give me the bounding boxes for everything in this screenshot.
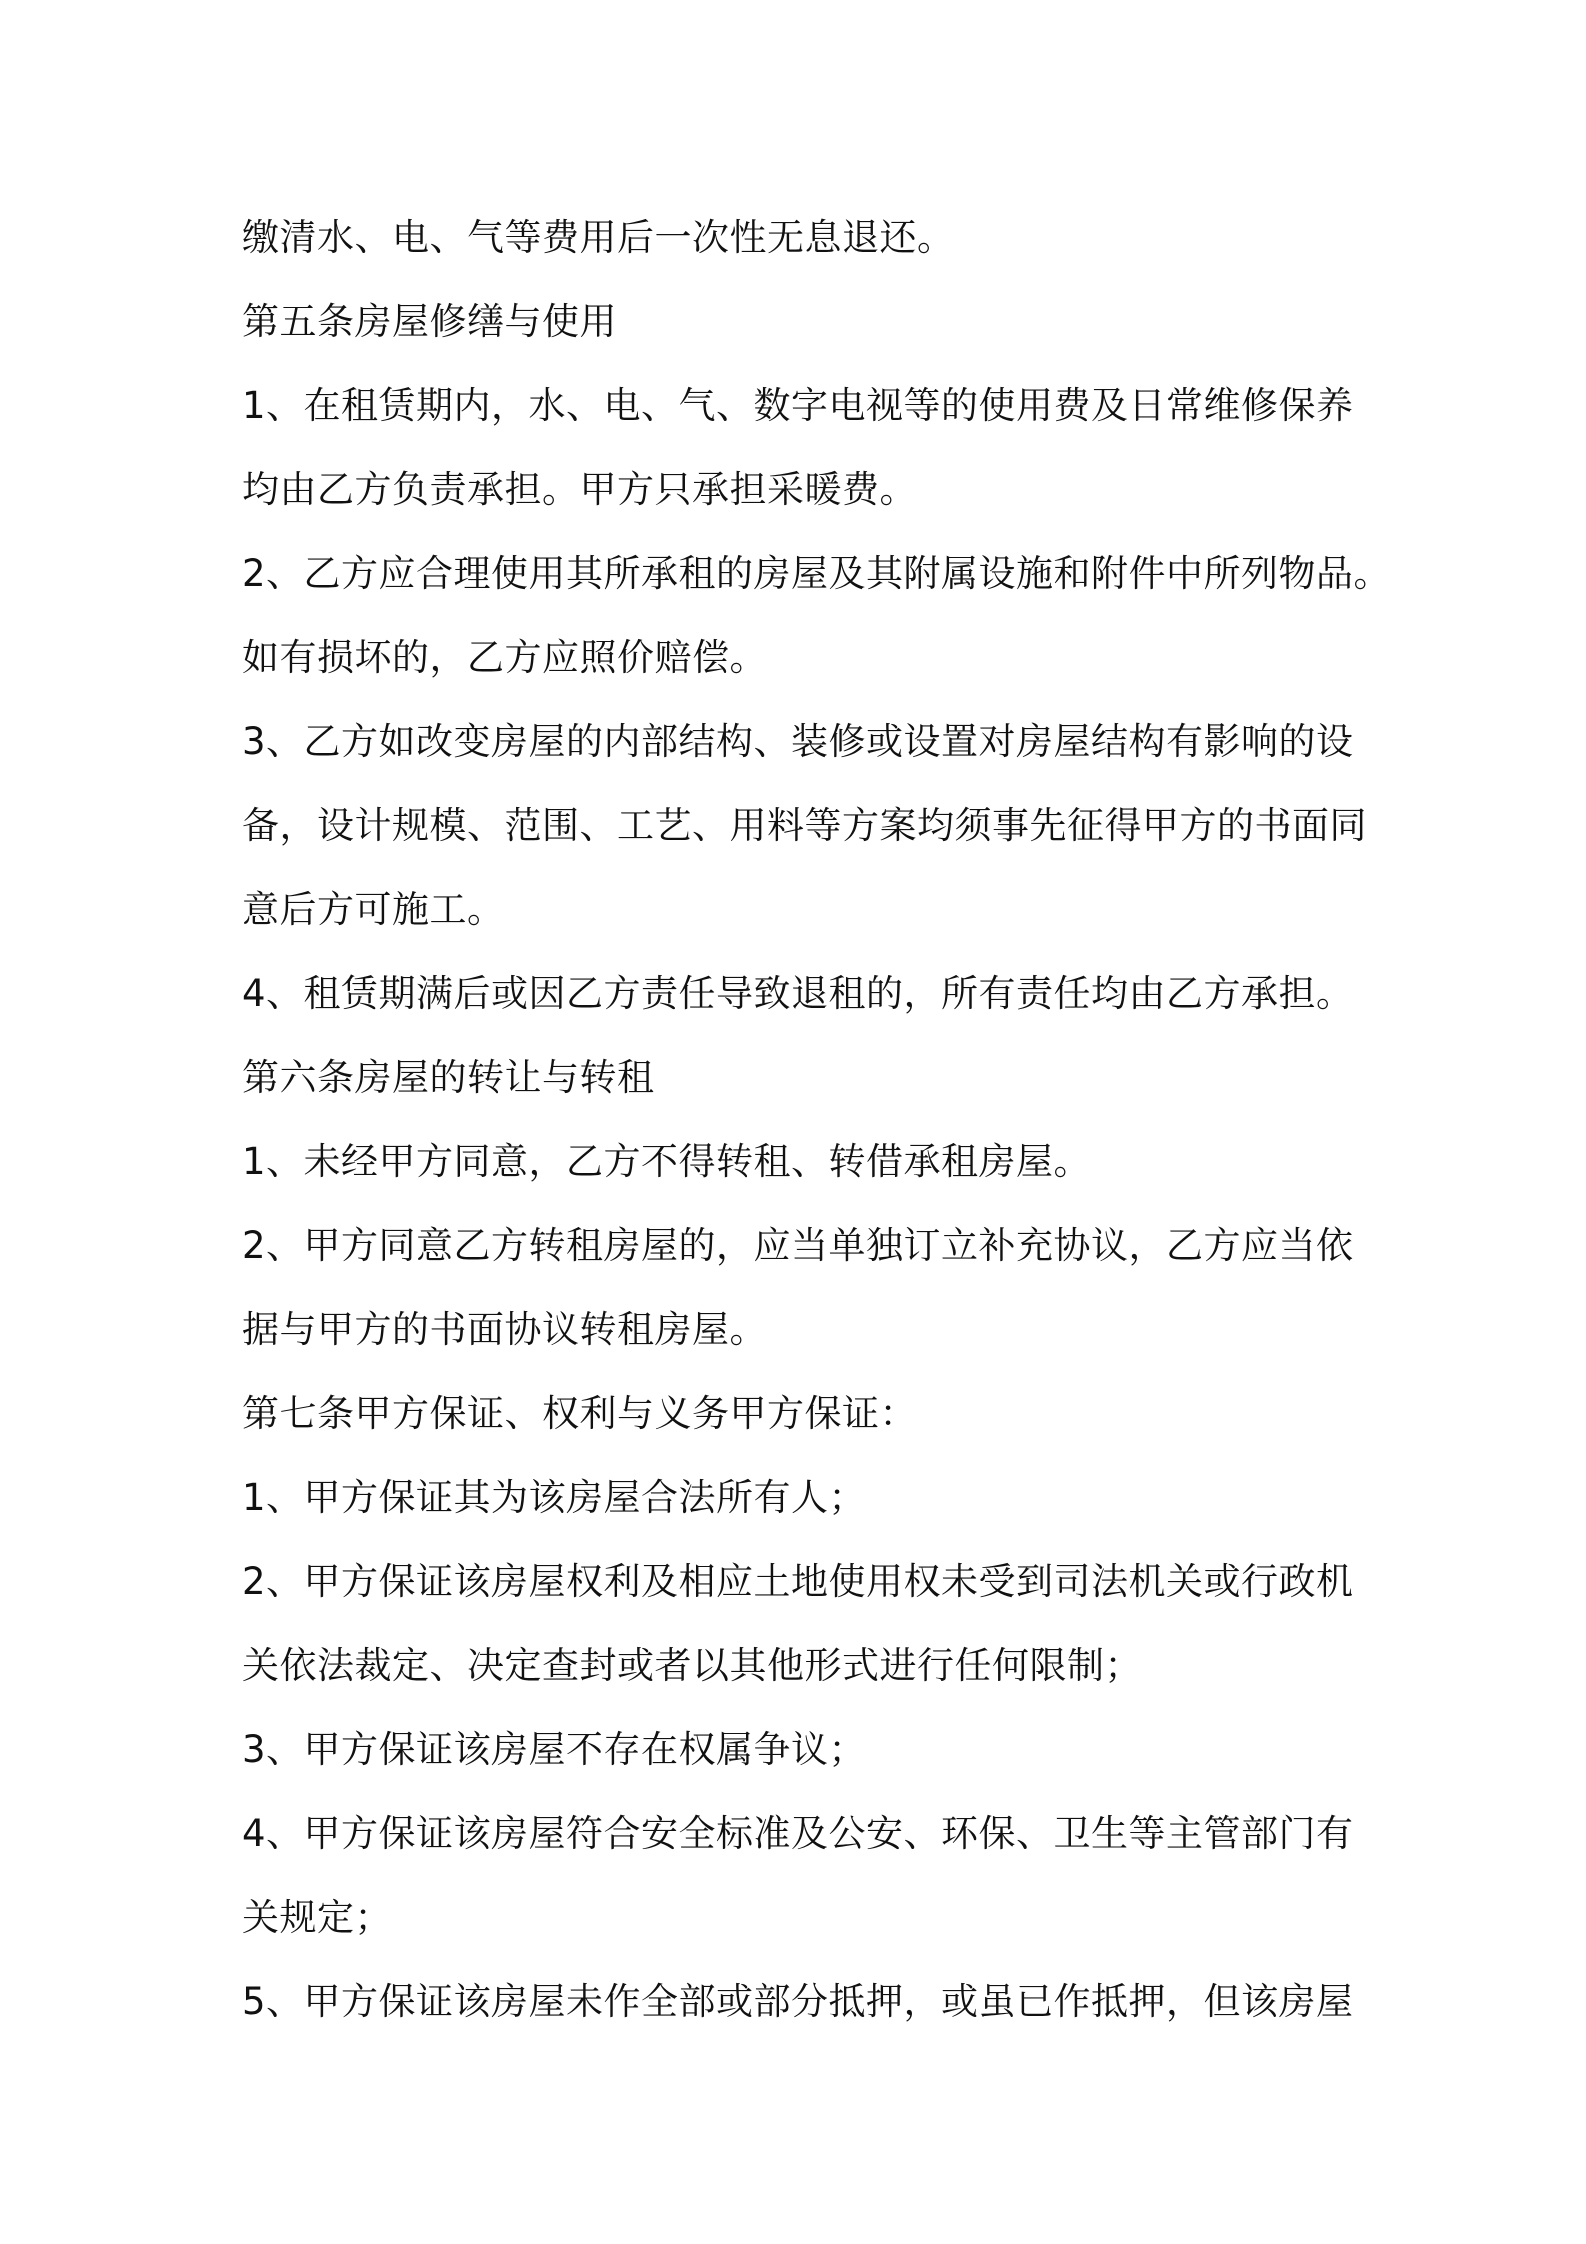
section-heading: 第五条房屋修缮与使用 xyxy=(242,300,617,343)
text-line: 1、在租赁期内，水、电、气、数字电视等的使用费及日常维修保养 xyxy=(242,384,1354,427)
text-line: 据与甲方的书面协议转租房屋。 xyxy=(242,1308,767,1351)
text-line: 1、未经甲方同意，乙方不得转租、转借承租房屋。 xyxy=(242,1140,1092,1183)
text-line: 均由乙方负责承担。甲方只承担采暖费。 xyxy=(242,468,917,511)
text-line: 关规定； xyxy=(242,1896,392,1939)
text-line: 如有损坏的，乙方应照价赔偿。 xyxy=(242,636,767,679)
text-line: 4、租赁期满后或因乙方责任导致退租的，所有责任均由乙方承担。 xyxy=(242,972,1354,1015)
text-line: 意后方可施工。 xyxy=(242,888,505,931)
text-line: 2、甲方保证该房屋权利及相应土地使用权未受到司法机关或行政机 xyxy=(242,1560,1354,1603)
text-line: 2、乙方应合理使用其所承租的房屋及其附属设施和附件中所列物品。 xyxy=(242,552,1392,595)
text-line: 2、甲方同意乙方转租房屋的，应当单独订立补充协议，乙方应当依 xyxy=(242,1224,1354,1267)
text-line: 3、甲方保证该房屋不存在权属争议； xyxy=(242,1728,867,1771)
text-line: 4、甲方保证该房屋符合安全标准及公安、环保、卫生等主管部门有 xyxy=(242,1812,1354,1855)
text-line: 备，设计规模、范围、工艺、用料等方案均须事先征得甲方的书面同 xyxy=(242,804,1367,847)
section-heading: 第六条房屋的转让与转租 xyxy=(242,1056,655,1099)
text-line: 1、甲方保证其为该房屋合法所有人； xyxy=(242,1476,867,1519)
document-body xyxy=(242,196,1392,2044)
text-line: 5、甲方保证该房屋未作全部或部分抵押，或虽已作抵押，但该房屋 xyxy=(242,1980,1354,2023)
section-heading: 第七条甲方保证、权利与义务甲方保证： xyxy=(242,1392,917,1435)
text-line: 3、乙方如改变房屋的内部结构、装修或设置对房屋结构有影响的设 xyxy=(242,720,1354,763)
text-line: 缴清水、电、气等费用后一次性无息退还。 xyxy=(242,216,955,259)
text-line: 关依法裁定、决定查封或者以其他形式进行任何限制； xyxy=(242,1644,1142,1687)
